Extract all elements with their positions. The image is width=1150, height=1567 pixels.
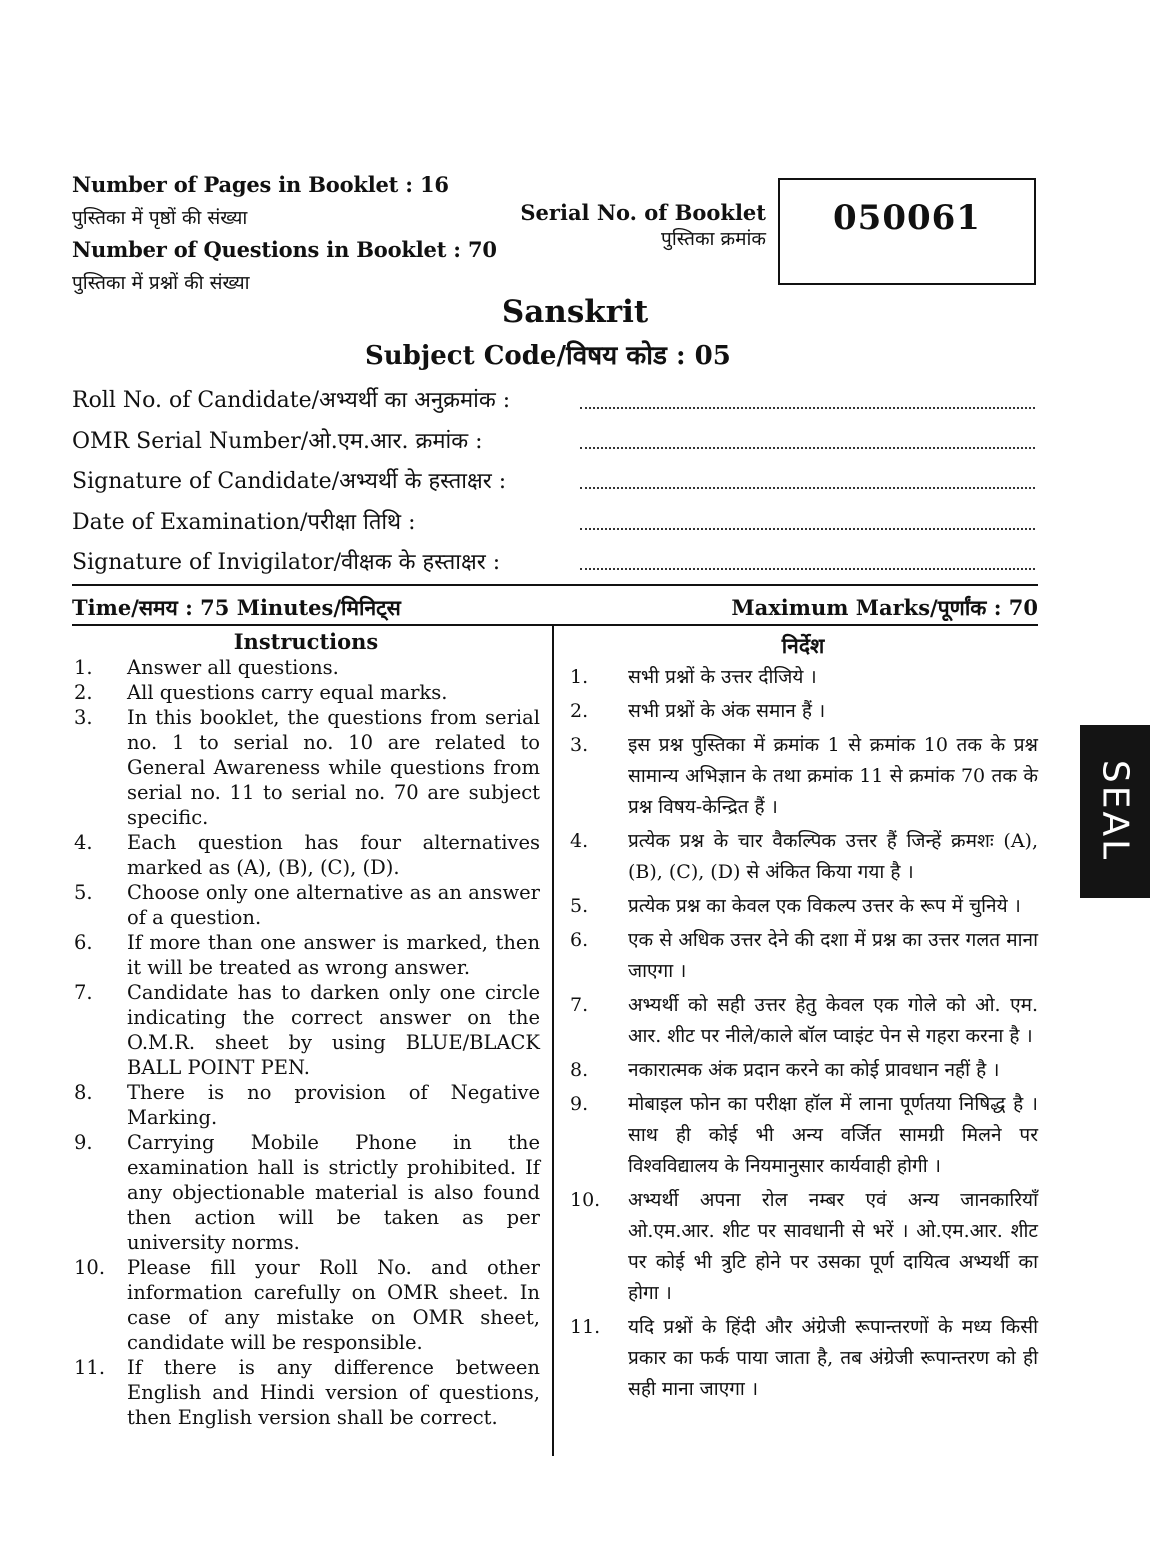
instruction-en-9	[72, 1130, 540, 1255]
instruction-text: सभी प्रश्नों के उत्तर दीजिये ।	[628, 666, 817, 688]
instruction-en-7	[72, 980, 540, 1080]
instruction-number: 9.	[570, 1093, 589, 1115]
instruction-hi-4	[568, 826, 1038, 888]
instruction-hi-5	[568, 891, 1038, 922]
pages-count-hi: पुस्तिका में पृष्ठों की संख्या	[72, 207, 248, 229]
instruction-number: 11.	[74, 1356, 106, 1379]
instruction-hi-11	[568, 1312, 1038, 1405]
instruction-number: 2.	[570, 700, 589, 722]
instruction-number: 9.	[74, 1131, 93, 1154]
instruction-hi-1	[568, 662, 1038, 693]
instruction-text: All questions carry equal marks.	[127, 681, 448, 704]
instruction-number: 7.	[570, 994, 589, 1016]
instruction-hi-7	[568, 990, 1038, 1052]
middle-rule	[72, 624, 1038, 626]
instruction-en-1	[72, 655, 540, 680]
max-marks: Maximum Marks/पूर्णांक : 70	[731, 595, 1038, 620]
instruction-text: Carrying Mobile Phone in the examination hall is strictly prohibited. If any objectionable material is also found then action will be taken as per university norms.	[127, 1131, 540, 1254]
instruction-number: 6.	[570, 929, 589, 951]
exam-date-field[interactable]	[580, 528, 1035, 530]
instruction-number: 10.	[74, 1256, 106, 1279]
instruction-number: 1.	[74, 656, 93, 679]
instruction-text: If more than one answer is marked, then it will be treated as wrong answer.	[127, 931, 540, 979]
roll-no-field[interactable]	[580, 407, 1035, 409]
top-rule	[72, 584, 1038, 586]
instruction-text: प्रत्येक प्रश्न का केवल एक विकल्प उत्तर के रूप में चुनिये ।	[628, 895, 1021, 917]
instruction-en-6	[72, 930, 540, 980]
instruction-hi-2	[568, 696, 1038, 727]
instruction-number: 4.	[74, 831, 93, 854]
instruction-number: 7.	[74, 981, 93, 1004]
pages-count-en: Number of Pages in Booklet : 16	[72, 172, 449, 197]
candidate-signature-label: Signature of Candidate/अभ्यर्थी के हस्ताक्षर :	[72, 469, 507, 494]
instruction-text: Candidate has to darken only one circle indicating the correct answer on the O.M.R. sheet by using BLUE/BLACK BALL POINT PEN.	[127, 981, 540, 1079]
seal-tab	[1080, 725, 1150, 898]
instruction-text: एक से अधिक उत्तर देने की दशा में प्रश्न का उत्तर गलत माना जाएगा ।	[628, 929, 1038, 982]
instruction-hi-6	[568, 925, 1038, 987]
instruction-text: Choose only one alternative as an answer of a question.	[127, 881, 540, 929]
instruction-text: नकारात्मक अंक प्रदान करने का कोई प्रावधान नहीं है ।	[628, 1059, 1000, 1081]
instruction-text: There is no provision of Negative Marking.	[127, 1081, 540, 1129]
instructions-heading-en: Instructions	[233, 629, 379, 654]
instruction-hi-9	[568, 1089, 1038, 1182]
subject-code: Subject Code/विषय कोड : 05	[365, 341, 731, 371]
serial-label-en: Serial No. of Booklet	[520, 200, 766, 225]
instructions-heading-hi: निर्देश	[781, 633, 825, 658]
instructions-list-hi	[568, 662, 1038, 1408]
instruction-text: Please fill your Roll No. and other information carefully on OMR sheet. In case of any mistake on OMR sheet, candidate will be responsible.	[127, 1256, 540, 1354]
instruction-number: 4.	[570, 830, 589, 852]
instruction-text: If there is any difference between English and Hindi version of questions, then English version shall be correct.	[127, 1356, 540, 1429]
instruction-en-3	[72, 705, 540, 830]
instruction-en-4	[72, 830, 540, 880]
instruction-number: 11.	[570, 1316, 601, 1338]
roll-no-label: Roll No. of Candidate/अभ्यर्थी का अनुक्रमांक :	[72, 388, 511, 413]
questions-count-hi: पुस्तिका में प्रश्नों की संख्या	[72, 272, 250, 294]
questions-count-en: Number of Questions in Booklet : 70	[72, 237, 497, 262]
serial-number-box	[778, 178, 1036, 285]
instruction-en-2	[72, 680, 540, 705]
instruction-number: 8.	[570, 1059, 589, 1081]
instruction-text: प्रत्येक प्रश्न के चार वैकल्पिक उत्तर हैं जिन्हें क्रमशः (A), (B), (C), (D) से अंकित किया गया है ।	[628, 830, 1038, 883]
serial-number: 050061	[833, 198, 981, 238]
instruction-number: 10.	[570, 1189, 601, 1211]
instruction-number: 3.	[74, 706, 93, 729]
instruction-number: 8.	[74, 1081, 93, 1104]
instruction-text: Each question has four alternatives marked as (A), (B), (C), (D).	[127, 831, 540, 879]
instruction-number: 3.	[570, 734, 589, 756]
instruction-number: 1.	[570, 666, 589, 688]
instruction-number: 5.	[570, 895, 589, 917]
invigilator-signature-field[interactable]	[580, 568, 1035, 570]
exam-date-label: Date of Examination/परीक्षा तिथि :	[72, 510, 416, 535]
instruction-number: 5.	[74, 881, 93, 904]
instruction-text: अभ्यर्थी अपना रोल नम्बर एवं अन्य जानकारियाँ ओ.एम.आर. शीट पर सावधानी से भरें । ओ.एम.आर. शीट पर कोई भी त्रुटि होने पर उसका पूर्ण दायित्व अभ्यर्थी का होगा ।	[628, 1189, 1038, 1304]
instruction-number: 6.	[74, 931, 93, 954]
subject-title: Sanskrit	[501, 294, 649, 330]
instruction-text: Answer all questions.	[127, 656, 339, 679]
instruction-text: सभी प्रश्नों के अंक समान हैं ।	[628, 700, 826, 722]
instruction-hi-8	[568, 1055, 1038, 1086]
instruction-number: 2.	[74, 681, 93, 704]
instruction-en-11	[72, 1355, 540, 1430]
column-divider	[552, 626, 554, 1456]
instruction-text: In this booklet, the questions from serial no. 1 to serial no. 10 are related to General Awareness while questions from serial no. 11 to serial no. 70 are subject specific.	[127, 706, 540, 829]
instruction-text: अभ्यर्थी को सही उत्तर हेतु केवल एक गोले को ओ. एम. आर. शीट पर नीले/काले बॉल प्वाइंट पेन से गहरा करना है ।	[628, 994, 1038, 1047]
instruction-en-8	[72, 1080, 540, 1130]
instruction-en-10	[72, 1255, 540, 1355]
omr-serial-label: OMR Serial Number/ओ.एम.आर. क्रमांक :	[72, 429, 483, 454]
instruction-hi-3	[568, 730, 1038, 823]
instruction-en-5	[72, 880, 540, 930]
instruction-text: मोबाइल फोन का परीक्षा हॉल में लाना पूर्णतया निषिद्ध है । साथ ही कोई भी अन्य वर्जित सामग्री मिलने पर विश्वविद्यालय के नियमानुसार कार्यवाही होगी ।	[628, 1093, 1038, 1177]
seal-label: SEAL	[1094, 759, 1136, 863]
instruction-text: इस प्रश्न पुस्तिका में क्रमांक 1 से क्रमांक 10 तक के प्रश्न सामान्य अभिज्ञान के तथा क्रमांक 11 से क्रमांक 70 तक के प्रश्न विषय-केन्द्रित हैं ।	[628, 734, 1038, 818]
serial-label-hi: पुस्तिका क्रमांक	[661, 228, 766, 250]
instructions-list-en	[72, 655, 540, 1430]
instruction-text: यदि प्रश्नों के हिंदी और अंग्रेजी रूपान्तरणों के मध्य किसी प्रकार का फर्क पाया जाता है, तब अंग्रेजी रूपान्तरण को ही सही माना जाएगा ।	[628, 1316, 1038, 1400]
instruction-hi-10	[568, 1185, 1038, 1309]
exam-time: Time/समय : 75 Minutes/मिनिट्स	[72, 595, 401, 620]
candidate-signature-field[interactable]	[580, 487, 1035, 489]
omr-serial-field[interactable]	[580, 447, 1035, 449]
invigilator-signature-label: Signature of Invigilator/वीक्षक के हस्ताक्षर :	[72, 550, 501, 575]
